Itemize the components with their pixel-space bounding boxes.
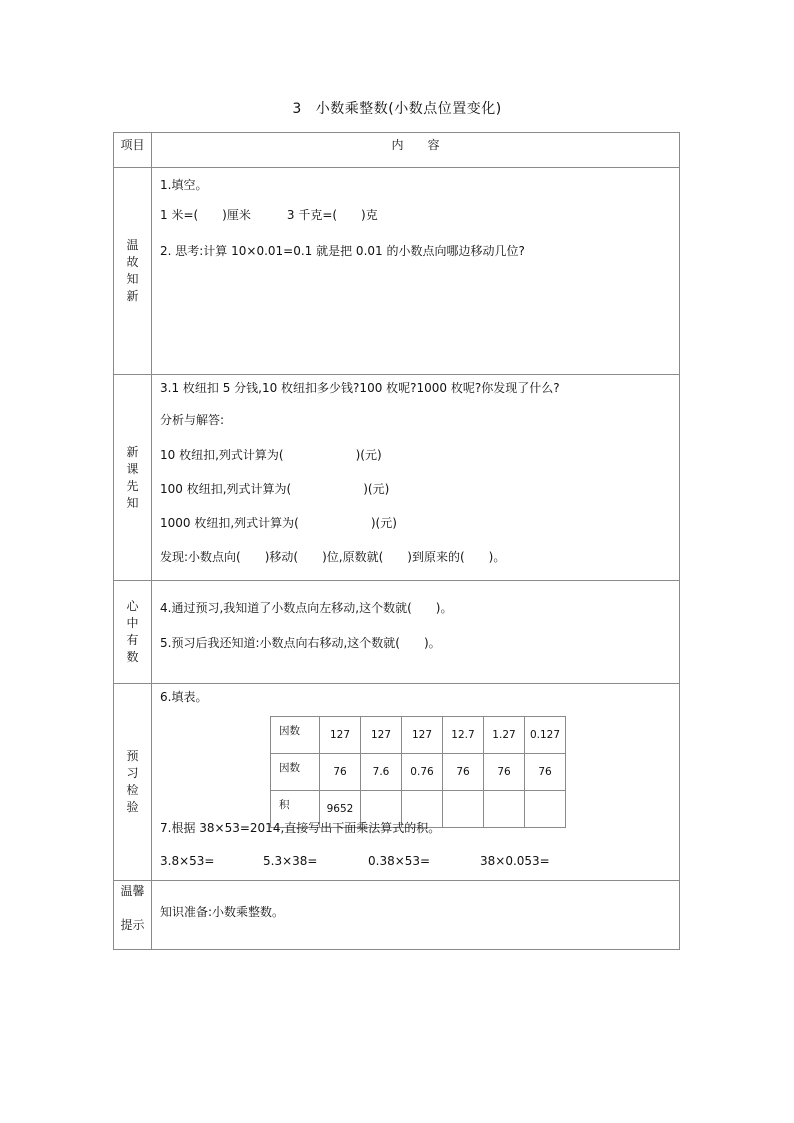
header-content: 内 容 — [391, 138, 440, 152]
check-label: 预习检验 — [126, 749, 139, 814]
check-content — [152, 684, 680, 881]
new-lesson-line-5: 1000 枚纽扣,列式计算为( )(元) — [160, 516, 397, 530]
row-head: 积 — [271, 791, 320, 828]
tips-content — [152, 881, 680, 950]
factor-table — [270, 716, 566, 828]
table-cell: 9652 — [320, 791, 361, 828]
table-cell: 0.127 — [525, 717, 566, 754]
in-mind-label: 心中有数 — [126, 599, 139, 664]
in-mind-label-cell — [114, 581, 152, 684]
new-lesson-line-3: 10 枚纽扣,列式计算为( )(元) — [160, 448, 382, 462]
table-cell: 12.7 — [443, 717, 484, 754]
table-cell: 127 — [320, 717, 361, 754]
expr-3: 0.38×53= — [368, 854, 431, 868]
title-number: 3 — [292, 101, 302, 117]
table-cell: 127 — [402, 717, 443, 754]
new-lesson-line-6: 发现:小数点向( )移动( )位,原数就( )到原来的( )。 — [160, 550, 506, 564]
answer-cell[interactable] — [443, 791, 484, 828]
table-cell: 76 — [525, 754, 566, 791]
expr-2: 5.3×38= — [263, 854, 318, 868]
table-cell: 7.6 — [361, 754, 402, 791]
answer-cell[interactable] — [484, 791, 525, 828]
table-cell: 76 — [320, 754, 361, 791]
new-lesson-line-4: 100 枚纽扣,列式计算为( )(元) — [160, 482, 390, 496]
tips-label-cell — [114, 881, 152, 950]
header-content-cell — [152, 133, 680, 168]
new-lesson-line-2: 分析与解答: — [160, 413, 225, 427]
review-line-3: 2. 思考:计算 10×0.01=0.1 就是把 0.01 的小数点向哪边移动几位? — [160, 244, 525, 258]
header-item-cell — [114, 133, 152, 168]
new-lesson-line-1: 3.1 枚纽扣 5 分钱,10 枚纽扣多少钱?100 枚呢?1000 枚呢?你发现了什么? — [160, 381, 560, 395]
page-title — [0, 98, 794, 118]
review-line-1: 1.填空。 — [160, 178, 208, 192]
in-mind-content — [152, 581, 680, 684]
table-row — [271, 717, 566, 754]
table-cell: 76 — [484, 754, 525, 791]
review-label-cell — [114, 168, 152, 375]
title-text: 小数乘整数(小数点位置变化) — [315, 101, 502, 117]
expr-1: 3.8×53= — [160, 854, 215, 868]
new-lesson-content — [152, 375, 680, 581]
tips-label-2: 提示 — [120, 918, 145, 932]
review-label: 温故知新 — [126, 238, 139, 303]
table-cell: 0.76 — [402, 754, 443, 791]
row-head: 因数 — [271, 754, 320, 791]
in-mind-line-1: 4.通过预习,我知道了小数点向左移动,这个数就( )。 — [160, 601, 453, 615]
new-lesson-label: 新课先知 — [126, 444, 139, 510]
expr-4: 38×0.053= — [480, 854, 550, 868]
worksheet-table — [113, 132, 680, 950]
in-mind-line-2: 5.预习后我还知道:小数点向右移动,这个数就( )。 — [160, 636, 441, 650]
tips-text: 知识准备:小数乘整数。 — [160, 905, 285, 919]
table-cell: 76 — [443, 754, 484, 791]
check-label-cell — [114, 684, 152, 881]
table-row — [271, 754, 566, 791]
tips-label-1: 温馨 — [120, 884, 145, 898]
table-cell: 127 — [361, 717, 402, 754]
table-cell: 1.27 — [484, 717, 525, 754]
review-content — [152, 168, 680, 375]
review-line-2: 1 米=( )厘米 3 千克=( )克 — [160, 208, 378, 222]
check-line-6: 6.填表。 — [160, 690, 208, 704]
row-head: 因数 — [271, 717, 320, 754]
new-lesson-label-cell — [114, 375, 152, 581]
answer-cell[interactable] — [525, 791, 566, 828]
check-line-7: 7.根据 38×53=2014,直接写出下面乘法算式的积。 — [160, 821, 441, 835]
header-item: 项目 — [120, 138, 145, 152]
